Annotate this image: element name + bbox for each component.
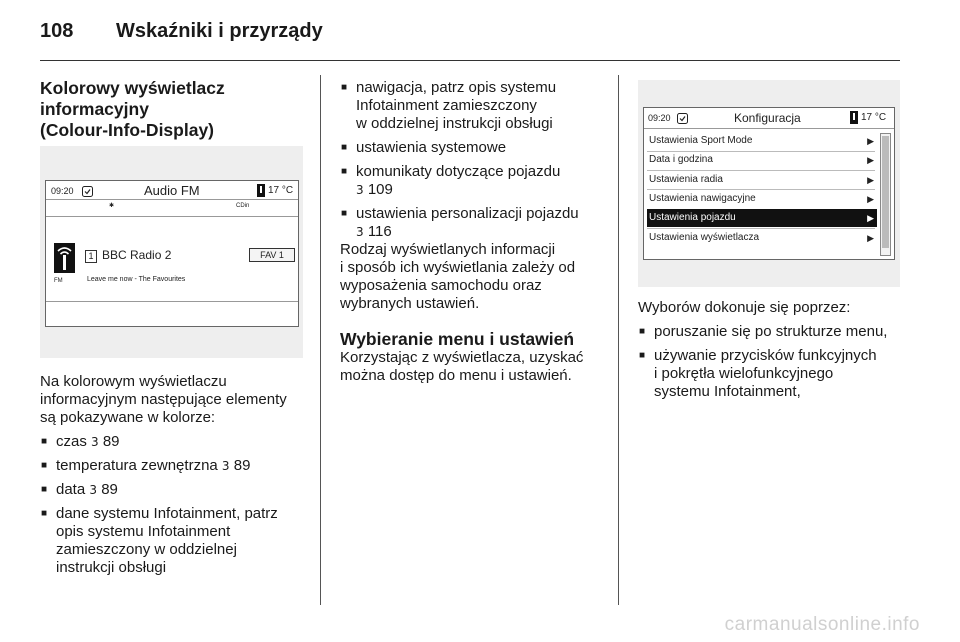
thermometer-icon (850, 111, 858, 124)
list-item: ■ używanie przycisków funkcyjnych i pokrętła wielofunkcyjnego systemu Infotainment, (638, 347, 908, 401)
station-name: BBC Radio 2 (102, 248, 172, 262)
scrollbar (880, 133, 891, 256)
column-divider (320, 75, 321, 605)
chapter-title: Wskaźniki i przyrządy (116, 20, 323, 42)
list-item: ■ temperatura zewnętrzna 3 89 (40, 457, 315, 475)
list-item: ■ poruszanie się po strukturze menu, (638, 323, 908, 341)
list-item: ■ dane systemu Infotainment, patrz opis systemu Infotainment zamieszczony w oddzielnej instrukcji obsługi (40, 505, 315, 577)
list-item: ■ ustawienia systemowe (340, 139, 612, 157)
thermometer-icon (257, 184, 265, 197)
display-title: Audio FM (144, 183, 200, 198)
selection-intro: Wyborów dokonuje się poprzez: (638, 299, 851, 316)
page-number: 108 (40, 20, 74, 42)
menu-item (647, 229, 877, 247)
list-item: ■ ustawienia personalizacji pojazdu 3 116 (340, 205, 612, 241)
page-reference-icon: 3 (89, 483, 98, 497)
cdin-label: CDin (236, 203, 250, 209)
display-separator (46, 301, 298, 302)
fav-button: FAV 1 (249, 248, 295, 262)
list-item: ■ nawigacja, patrz opis systemu Infotainment zamieszczony w oddzielnej instrukcji obsługi (340, 79, 612, 133)
menu-paragraph: Korzystając z wyświetlacza, uzyskać można dostęp do menu i ustawień. (340, 349, 584, 384)
display-time: 09:20 (51, 186, 74, 196)
menu-item-label: Ustawienia radia (649, 173, 723, 185)
menu-item (647, 132, 877, 150)
menu-item-label: Ustawienia Sport Mode (649, 135, 753, 146)
display-separator (46, 216, 298, 217)
menu-item-label: Ustawienia nawigacyjne (649, 192, 756, 204)
display-screen (643, 107, 895, 260)
chevron-right-icon: ▶ (867, 155, 874, 166)
menu-item-label: Ustawienia wyświetlacza (649, 231, 760, 243)
display-temperature: 17 °C (861, 112, 887, 123)
menu-item (647, 151, 877, 169)
page-reference-icon: 3 (356, 183, 364, 197)
chevron-right-icon: ▶ (867, 232, 874, 243)
clock-icon (677, 113, 688, 124)
bluetooth-icon: ✱ (109, 203, 115, 209)
display-separator (46, 199, 298, 200)
section-heading-colour-info-display: Kolorowy wyświetlacz informacyjny (Colour-Info-Display) (40, 78, 225, 140)
display-temperature: 17 °C (268, 185, 294, 196)
selection-methods-list (638, 323, 908, 407)
info-paragraph: Rodzaj wyświetlanych informacji i sposób ich wyświetlania zależy od wyposażenia samochodu oraz wybranych ustawień. (340, 241, 576, 312)
audio-fm-display-illustration (40, 146, 303, 358)
menu-item (647, 171, 877, 189)
display-time: 09:20 (648, 113, 671, 123)
displayed-elements-list-continued (340, 79, 612, 247)
scrollbar-thumb (882, 136, 889, 248)
page-reference-icon: 3 (221, 459, 230, 473)
header-rule (40, 60, 900, 61)
clock-icon (82, 186, 93, 197)
intro-paragraph: Na kolorowym wyświetlaczu informacyjnym następujące elementy są pokazywane w kolorze: (40, 373, 287, 426)
menu-item-label: Data i godzina (649, 154, 713, 166)
chevron-right-icon: ▶ (867, 193, 874, 204)
chevron-right-icon: ▶ (867, 136, 874, 146)
list-item: ■ komunikaty dotyczące pojazdu 3 109 (340, 163, 612, 199)
list-item: ■ data 3 89 (40, 481, 315, 499)
display-screen (45, 180, 299, 327)
menu-item (647, 209, 877, 227)
konfiguracja-display-illustration (638, 80, 900, 287)
radio-tower-icon (54, 243, 75, 273)
chevron-right-icon: ▶ (867, 174, 874, 185)
menu-item-label: Ustawienia pojazdu (649, 212, 736, 224)
menu-item (647, 190, 877, 208)
watermark: carmanualsonline.info (724, 614, 920, 635)
column-divider (618, 75, 619, 605)
page-reference-icon: 3 (356, 225, 364, 239)
radio-text: Leave me now - The Favourites (87, 276, 186, 283)
band-label: FM (54, 278, 63, 284)
display-separator (644, 128, 894, 129)
section-heading-menu-selection: Wybieranie menu i ustawień (340, 329, 575, 349)
chevron-right-icon: ▶ (867, 213, 874, 224)
display-title: Konfiguracja (734, 111, 801, 125)
page-reference-icon: 3 (91, 435, 99, 449)
list-item: ■ czas 3 89 (40, 433, 315, 451)
displayed-elements-list (40, 433, 315, 583)
preset-number: 1 (85, 250, 97, 263)
